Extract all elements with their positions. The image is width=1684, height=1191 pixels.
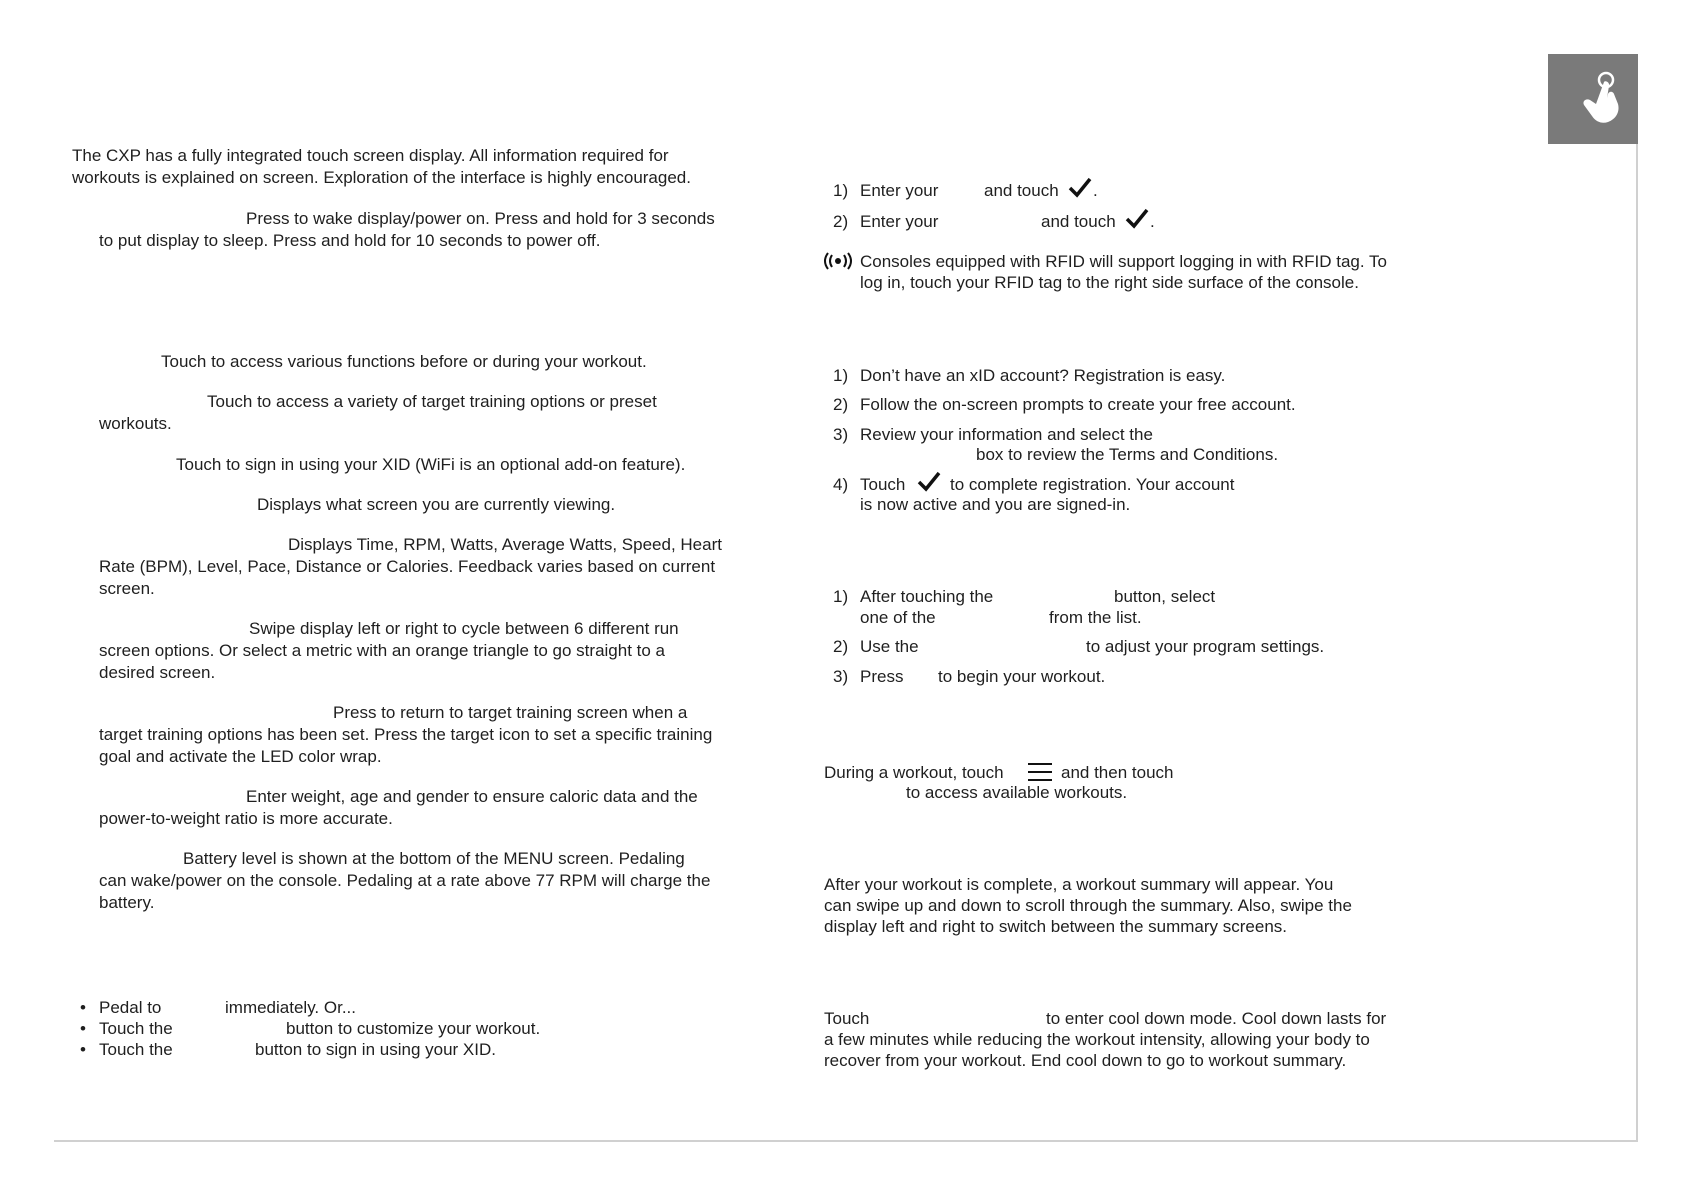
cooldown-a: Touch xyxy=(824,1009,870,1028)
program-step-3-a: Press xyxy=(860,667,904,686)
bullet-dot: • xyxy=(80,1040,86,1059)
rfid-icon xyxy=(823,252,853,275)
rfid-line-1: Consoles equipped with RFID will support logging in with RFID tag. To xyxy=(860,252,1387,271)
login-step-2-b: and touch xyxy=(1041,212,1116,231)
battery-line-3: battery. xyxy=(99,893,155,912)
bullet-3-a: Touch the xyxy=(99,1040,173,1059)
step-number: 1) xyxy=(833,366,849,385)
cooldown-b: to enter cool down mode. Cool down lasts for xyxy=(1046,1009,1387,1028)
battery-line-2: can wake/power on the console. Pedaling at a rate above 77 RPM will charge the xyxy=(99,871,711,890)
step-number: 1) xyxy=(833,181,849,200)
bullet-2-a: Touch the xyxy=(99,1019,173,1038)
step-number: 3) xyxy=(833,425,849,444)
screen-name-desc: Displays what screen you are currently viewing. xyxy=(257,495,616,514)
program-step-3-b: to begin your workout. xyxy=(938,667,1106,686)
checkmark-icon xyxy=(917,470,941,497)
feedback-line-2: Rate (BPM), Level, Pace, Distance or Calories. Feedback varies based on current xyxy=(99,557,716,576)
frame-right-edge xyxy=(1636,144,1638,1142)
checkmark-icon xyxy=(1125,207,1149,234)
program-step-1-c: one of the xyxy=(860,608,936,627)
step-number: 3) xyxy=(833,667,849,686)
bullet-1-a: Pedal to xyxy=(99,998,162,1017)
swipe-line-2: screen options. Or select a metric with an orange triangle to go straight to a xyxy=(99,641,666,660)
summary-line-1: After your workout is complete, a workout summary will appear. You xyxy=(824,875,1334,894)
programs-line-1: Touch to access a variety of target training options or preset xyxy=(207,392,657,411)
login-step-1-a: Enter your xyxy=(860,181,939,200)
during-c: to access available workouts. xyxy=(906,783,1128,802)
login-step-1-end: . xyxy=(1093,181,1098,200)
battery-line-1: Battery level is shown at the bottom of the MENU screen. Pedaling xyxy=(183,849,685,868)
feedback-line-3: screen. xyxy=(99,579,155,598)
step-number: 4) xyxy=(833,475,849,494)
bullet-dot: • xyxy=(80,998,86,1017)
register-step-4-c: is now active and you are signed-in. xyxy=(860,495,1131,514)
register-step-2: Follow the on-screen prompts to create your free account. xyxy=(860,395,1296,414)
program-step-1-b: button, select xyxy=(1114,587,1216,606)
touch-hand-icon xyxy=(1548,54,1638,144)
program-step-1-d: from the list. xyxy=(1049,608,1142,627)
login-step-2-a: Enter your xyxy=(860,212,939,231)
login-step-2-end: . xyxy=(1150,212,1155,231)
menu-desc: Touch to access various functions before or during your workout. xyxy=(161,352,647,371)
checkmark-icon xyxy=(1068,176,1092,203)
intro-line-2: workouts is explained on screen. Exploration of the interface is highly encouraged. xyxy=(72,168,691,187)
step-number: 2) xyxy=(833,212,849,231)
cooldown-c: a few minutes while reducing the workout intensity, allowing your body to xyxy=(824,1030,1370,1049)
rfid-line-2: log in, touch your RFID tag to the right side surface of the console. xyxy=(860,273,1359,292)
register-step-4-b: to complete registration. Your account xyxy=(950,475,1235,494)
register-step-1: Don’t have an xID account? Registration is easy. xyxy=(860,366,1226,385)
profile-line-2: power-to-weight ratio is more accurate. xyxy=(99,809,393,828)
programs-line-2: workouts. xyxy=(99,414,172,433)
login-step-1-b: and touch xyxy=(984,181,1059,200)
summary-line-2: can swipe up and down to scroll through the summary. Also, swipe the xyxy=(824,896,1352,915)
target-line-3: goal and activate the LED color wrap. xyxy=(99,747,382,766)
section-tab xyxy=(1548,54,1638,144)
power-line-2: to put display to sleep. Press and hold for 10 seconds to power off. xyxy=(99,231,601,250)
during-a: During a workout, touch xyxy=(824,763,1004,782)
program-step-2-b: to adjust your program settings. xyxy=(1086,637,1325,656)
during-b: and then touch xyxy=(1061,763,1174,782)
bullet-3-b: button to sign in using your XID. xyxy=(255,1040,496,1059)
bullet-dot: • xyxy=(80,1019,86,1038)
register-step-4-a: Touch xyxy=(860,475,906,494)
swipe-line-1: Swipe display left or right to cycle between 6 different run xyxy=(249,619,679,638)
cooldown-d: recover from your workout. End cool down to go to workout summary. xyxy=(824,1051,1347,1070)
profile-line-1: Enter weight, age and gender to ensure caloric data and the xyxy=(246,787,698,806)
feedback-line-1: Displays Time, RPM, Watts, Average Watts, Speed, Heart xyxy=(288,535,722,554)
swipe-line-3: desired screen. xyxy=(99,663,216,682)
register-step-3-a: Review your information and select the xyxy=(860,425,1153,444)
program-step-1-a: After touching the xyxy=(860,587,994,606)
signin-desc: Touch to sign in using your XID (WiFi is an optional add-on feature). xyxy=(176,455,686,474)
frame-bottom-edge xyxy=(54,1140,1638,1142)
bullet-2-b: button to customize your workout. xyxy=(286,1019,541,1038)
program-step-2-a: Use the xyxy=(860,637,919,656)
intro-line-1: The CXP has a fully integrated touch screen display. All information required for xyxy=(72,146,669,165)
step-number: 2) xyxy=(833,395,849,414)
target-line-2: target training options has been set. Press the target icon to set a specific training xyxy=(99,725,713,744)
bullet-1-b: immediately. Or... xyxy=(225,998,356,1017)
step-number: 1) xyxy=(833,587,849,606)
power-line-1: Press to wake display/power on. Press and hold for 3 seconds xyxy=(246,209,715,228)
step-number: 2) xyxy=(833,637,849,656)
summary-line-3: display left and right to switch between the summary screens. xyxy=(824,917,1287,936)
register-step-3-b: box to review the Terms and Conditions. xyxy=(976,445,1279,464)
target-line-1: Press to return to target training screen when a xyxy=(333,703,688,722)
